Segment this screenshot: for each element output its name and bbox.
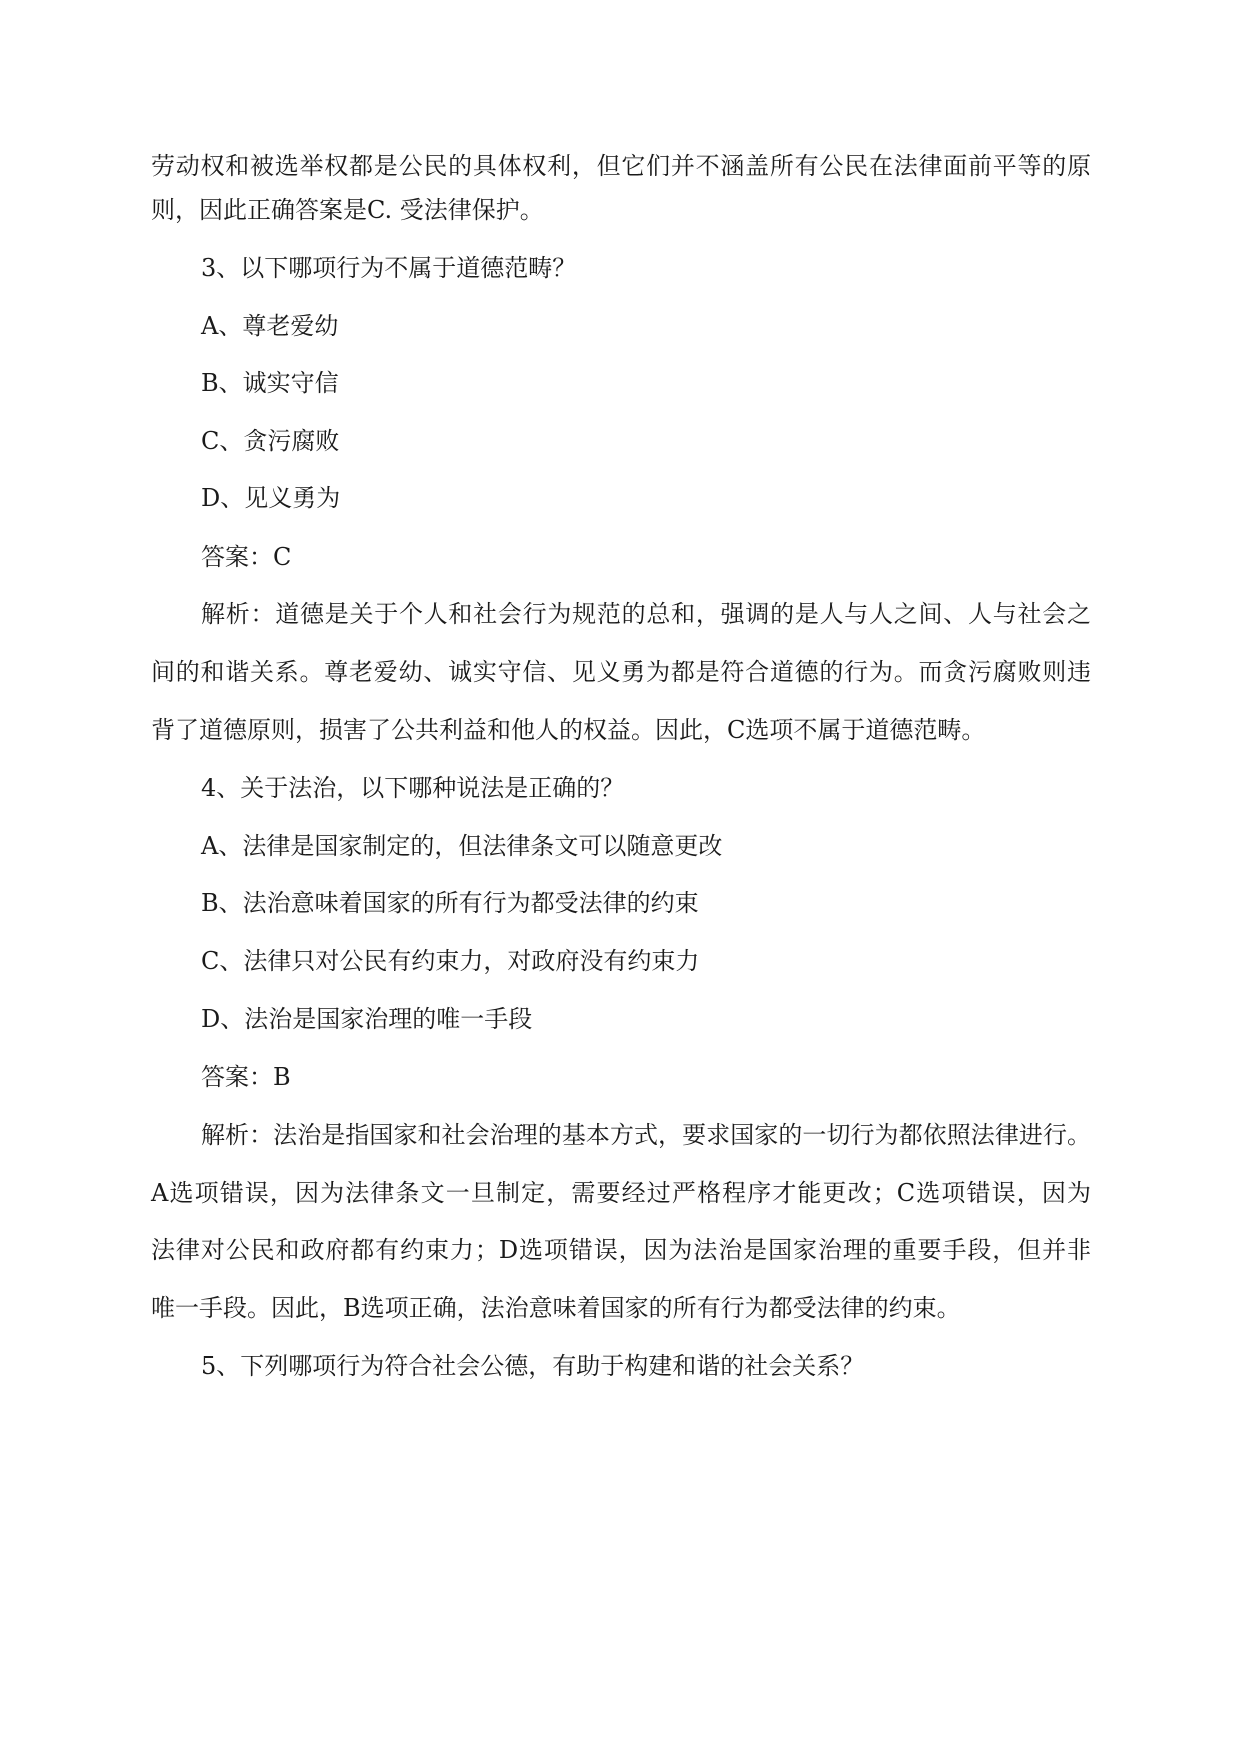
q4-analysis-line-3: 法律对公民和政府都有约束力；D选项错误，因为法治是国家治理的重要手段，但并非	[151, 1236, 1091, 1264]
q4-option-b: B、法治意味着国家的所有行为都受法律的约束	[201, 889, 699, 917]
q4-analysis-line-4: 唯一手段。因此，B选项正确，法治意味着国家的所有行为都受法律的约束。	[151, 1294, 961, 1322]
q3-analysis-line-2: 间的和谐关系。尊老爱幼、诚实守信、见义勇为都是符合道德的行为。而贪污腐败则违	[151, 658, 1091, 686]
q3-analysis-line-3: 背了道德原则，损害了公共利益和他人的权益。因此，C选项不属于道德范畴。	[151, 716, 986, 744]
q3-option-d: D、见义勇为	[201, 484, 341, 512]
prev-explanation-line-2: 则，因此正确答案是C. 受法律保护。	[151, 196, 544, 224]
q4-option-c: C、法律只对公民有约束力，对政府没有约束力	[201, 947, 700, 975]
q4-option-d: D、法治是国家治理的唯一手段	[201, 1005, 533, 1033]
q3-option-c: C、贪污腐败	[201, 427, 340, 455]
q4-analysis-line-2: A选项错误，因为法律条文一旦制定，需要经过严格程序才能更改；C选项错误，因为	[151, 1179, 1091, 1207]
q4-question: 4、关于法治，以下哪种说法是正确的？	[201, 774, 625, 802]
q4-analysis-line-1: 解析：法治是指国家和社会治理的基本方式，要求国家的一切行为都依照法律进行。	[201, 1121, 1091, 1149]
q5-question: 5、下列哪项行为符合社会公德，有助于构建和谐的社会关系？	[201, 1352, 865, 1380]
prev-explanation-line-1: 劳动权和被选举权都是公民的具体权利，但它们并不涵盖所有公民在法律面前平等的原	[151, 152, 1091, 180]
q3-option-a: A、尊老爱幼	[201, 312, 339, 340]
q3-analysis-line-1: 解析：道德是关于个人和社会行为规范的总和，强调的是人与人之间、人与社会之	[201, 600, 1091, 628]
q3-option-b: B、诚实守信	[201, 369, 339, 397]
q3-question: 3、以下哪项行为不属于道德范畴？	[201, 254, 577, 282]
q3-answer: 答案：C	[201, 543, 292, 571]
q4-answer: 答案：B	[201, 1063, 291, 1091]
q4-option-a: A、法律是国家制定的，但法律条文可以随意更改	[201, 832, 723, 860]
